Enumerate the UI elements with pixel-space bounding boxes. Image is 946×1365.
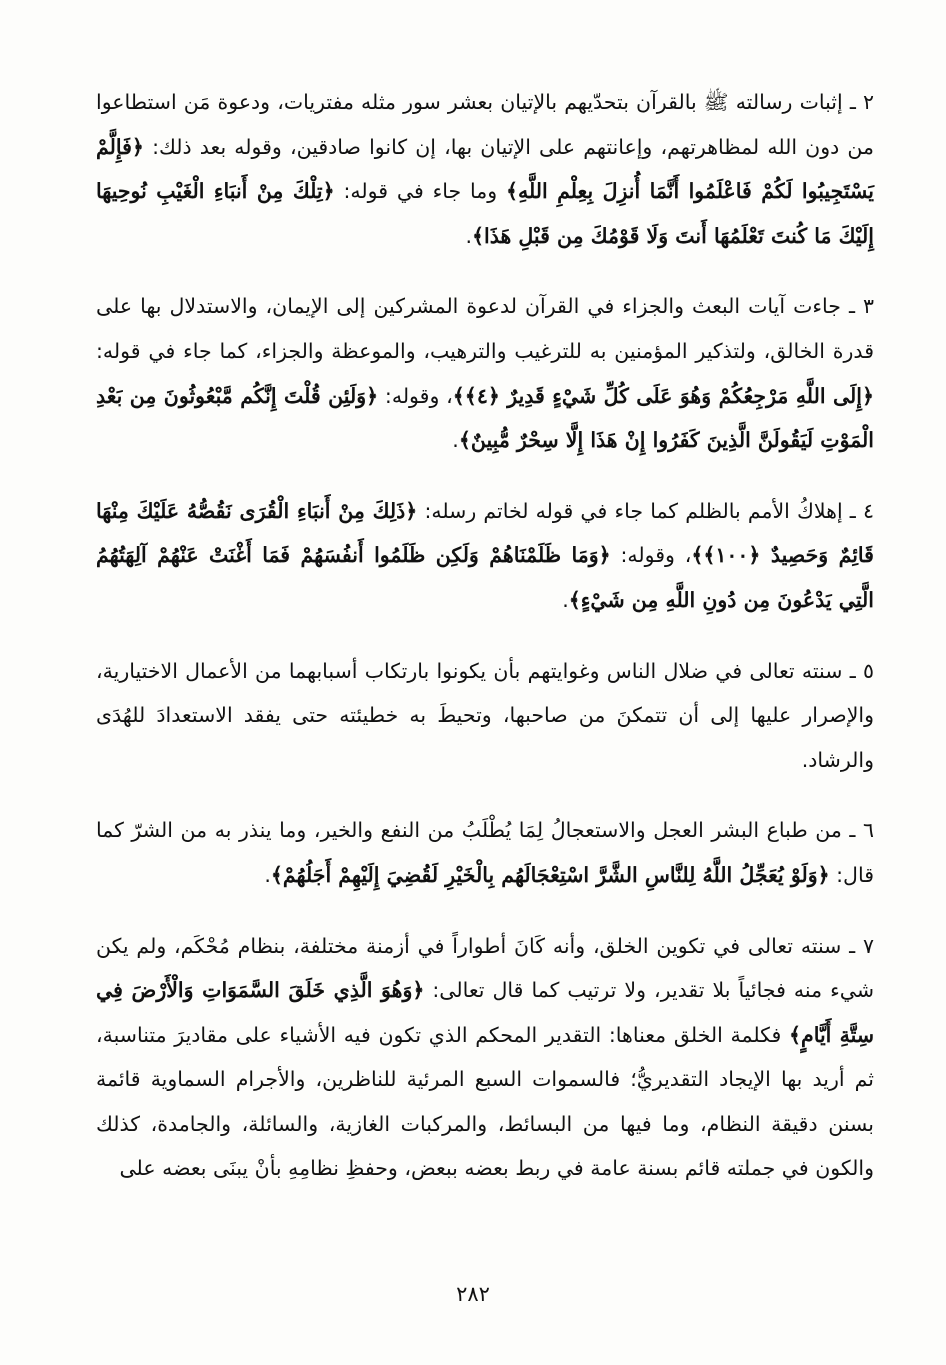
quran-verse: ﴿وَهُوَ الَّذِي خَلَقَ السَّمَوَاتِ وَالْأَرْضَ فِي سِتَّةِ أَيَّامٍ﴾ (96, 978, 875, 1047)
paragraph-text: وما جاء في قوله: (334, 179, 506, 204)
paragraph-5 (96, 649, 874, 783)
paragraph-text: ٢ ـ إثبات رسالته ﷺ بالقرآن بتحدّيهم بالإتيان بعشر سور مثله مفتريات، ودعوة مَن استطاعوا من دون الله لمظاهرتهم، وإعانتهم على الإتيان بها، إن كانوا صادقين، وقوله بعد ذلك: (96, 90, 874, 159)
paragraph-text: ٣ ـ جاءت آيات البعث والجزاء في القرآن لدعوة المشركين إلى الإيمان، والاستدلال بها على قدرة الخالق، ولتذكير المؤمنين به للترغيب والترهيب، والموعظة والجزاء، كما جاء في قوله: (96, 294, 874, 363)
paragraph-2 (96, 80, 874, 258)
paragraph-7 (96, 924, 874, 1192)
page-number: ٢٨٢ (456, 1282, 490, 1306)
quran-verse: ﴿وَلَئِن قُلْتَ إِنَّكُم مَّبْعُوثُونَ مِن بَعْدِ الْمَوْتِ لَيَقُولَنَّ الَّذِينَ كَفَرُوا إِنْ هَذَا إِلَّا سِحْرٌ مُّبِينٌ﴾ (96, 383, 874, 453)
paragraph-text: . (465, 223, 472, 248)
paragraph-text: ٥ ـ سنته تعالى في ضلال الناس وغوايتهم بأن يكونوا بارتكاب أسبابهما من الأعمال الاختيارية، والإصرار عليها إلى أن تتمكنَ من صاحبها، وتحيطَ به خطيئته حتى يفقد الاستعدادَ للهُدَى والرشاد. (96, 658, 874, 772)
paragraph-text: ، وقوله: (610, 543, 692, 568)
paragraph-text: ٤ ـ إهلاكُ الأمم بالظلم كما جاء في قوله لخاتم رسله: (417, 498, 874, 523)
quran-verse: ﴿وَلَوْ يُعَجِّلُ اللَّهُ لِلنَّاسِ الشَّرَّ اسْتِعْجَالَهُم بِالْخَيْرِ لَقُضِيَ إِلَيْهِمْ أَجَلُهُمْ﴾ (270, 862, 830, 887)
paragraph-3 (96, 284, 874, 462)
page-body (96, 80, 874, 1217)
quran-verse: ﴿وَمَا ظَلَمْنَاهُمْ وَلَكِن ظَلَمُوا أَنفُسَهُمْ فَمَا أَغْنَتْ عَنْهُمْ آلِهَتُهُمُ الَّتِي يَدْعُونَ مِن دُونِ اللَّهِ مِن شَيْءٍ﴾ (96, 543, 874, 612)
quran-verse: ﴿تِلْكَ مِنْ أَنبَاءِ الْغَيْبِ نُوحِيهَا إِلَيْكَ مَا كُنتَ تَعْلَمُهَا أَنتَ وَلَا قَوْمُكَ مِن قَبْلِ هَذَا﴾ (96, 179, 874, 248)
paragraph-text: فكلمة الخلق معناها: التقدير المحكم الذي تكون فيه الأشياء على مقاديرَ متناسبة، ثم أريد بها الإيجاد التقديريُّ؛ فالسموات السبع المرئية للناظرين، والأجرام السماوية قائمة بسنن دقيقة النظام، وما فيها من البسائط، والمركبات الغازية، والسائلة، والجامدة، كذلك والكون في جملته قائم بسنة عامة في ربط بعضه ببعض، وحفظِ نظامِهِ بأنْ يبنَى بعضه على (96, 1022, 874, 1181)
paragraph-text: . (562, 587, 569, 612)
quran-verse: ﴿فَإِلَّمْ يَسْتَجِيبُوا لَكُمْ فَاعْلَمُوا أَنَّمَا أُنزِلَ بِعِلْمِ اللَّهِ﴾ (96, 134, 875, 204)
paragraph-6 (96, 808, 874, 897)
quran-verse: ﴿إِلَى اللَّهِ مَرْجِعُكُمْ وَهُوَ عَلَى كُلِّ شَيْءٍ قَدِيرٌ ﴿٤﴾﴾ (452, 383, 874, 408)
paragraph-4 (96, 489, 874, 623)
paragraph-text: . (452, 428, 459, 453)
quran-verse: ﴿ذَلِكَ مِنْ أَنبَاءِ الْقُرَى نَقُصُّهُ عَلَيْكَ مِنْهَا قَائِمٌ وَحَصِيدٌ ﴿١٠٠﴾﴾ (96, 498, 874, 568)
paragraph-text: ٧ ـ سنته تعالى في تكوين الخلق، وأنه كَانَ أطواراً في أزمنة مختلفة، بنظام مُحْكَم، ولم يكن شيء منه فجائياً بلا تقدير، ولا ترتيب كما قال تعالى: (96, 933, 875, 1003)
paragraph-text: ٦ ـ من طباع البشر العجل والاستعجالُ لِمَا يُطْلَبُ من النفع والخير، وما ينذر به من الشرّ كما قال: (96, 818, 874, 887)
paragraph-text: . (264, 862, 271, 887)
paragraph-text: ، وقوله: (378, 383, 453, 408)
